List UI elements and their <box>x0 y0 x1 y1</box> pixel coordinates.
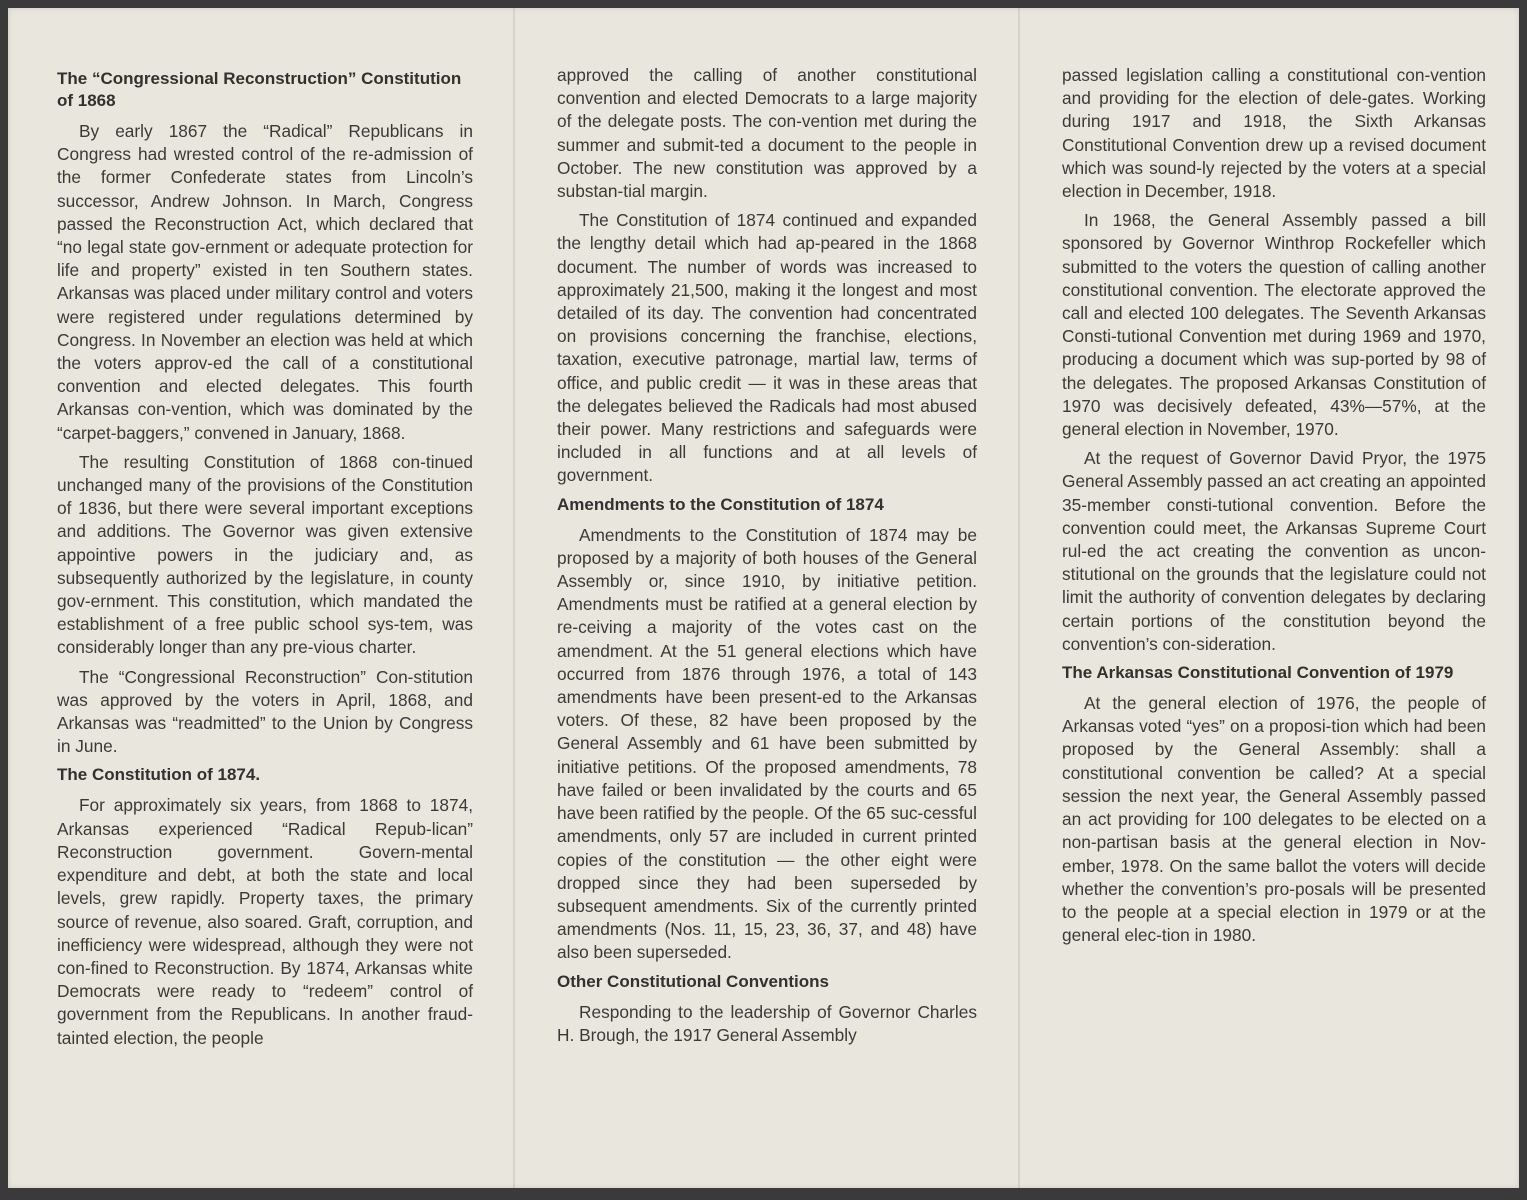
section-heading: Amendments to the Constitution of 1874 <box>557 494 884 514</box>
paragraph: For approximately six years, from 1868 to 1874, Arkansas experienced “Radical Repub-lican” Reconstruction government. Govern-mental expenditure and debt, at both the state and local levels, grew rapidly. Property taxes, the primary source of revenue, also soared. Graft, corruption, and inefficiency were widespread, although they were not con-fined to Reconstruction. By 1874, Arkansas white Democrats were ready to “redeem” control of government from the Republicans. In another fraud-tainted election, the people <box>57 795 473 1048</box>
paragraph: In 1968, the General Assembly passed a bill sponsored by Governor Winthrop Rockefeller which submitted to the voters the question of calling another constitutional convention. The electorate approved the call and elected 100 delegates. The Seventh Arkansas Consti-tutional Convention met during 1969 and 1970, producing a document which was sup-ported by 98 of the delegates. The proposed Arkansas Constitution of 1970 was decisively defeated, 43%—57%, at the general election in November, 1970. <box>1062 210 1486 440</box>
text-column-3 <box>1062 64 1486 953</box>
paragraph: By early 1867 the “Radical” Republicans in Congress had wrested control of the re-admission of the former Confederate states from Lincoln’s successor, Andrew Johnson. In March, Congress passed the Reconstruction Act, which declared that “no legal state gov-ernment or adequate protection for life and property” existed in ten Southern states. Arkansas was placed under military control and voters were registered under regulations determined by Congress. In November an election was held at which the voters approv-ed the call of a constitutional convention and elected delegates. This fourth Arkansas con-vention, which was dominated by the “carpet-baggers,” convened in January, 1868. <box>57 121 473 443</box>
paragraph-continued: approved the calling of another constitutional convention and elected Democrats to a large majority of the delegate posts. The con-vention met during the summer and submit-ted a document to the people in October. The new constitution was approved by a substan-tial margin. <box>557 65 977 202</box>
paragraph: Responding to the leadership of Governor Charles H. Brough, the 1917 General Assembly <box>557 1001 977 1045</box>
paragraph: The “Congressional Reconstruction” Con-stitution was approved by the voters in April, 1868, and Arkansas was “readmitted” to the Union by Congress in June. <box>57 666 473 757</box>
paragraph-continued: passed legislation calling a constitutional con-vention and providing for the election of dele-gates. Working during 1917 and 1918, the Sixth Arkansas Constitutional Convention drew up a revised document which was sound-ly rejected by the voters at a special election in December, 1918. <box>1062 65 1486 202</box>
document-page <box>8 8 1519 1188</box>
section-heading: The Arkansas Constitutional Convention of 1979 <box>1062 663 1454 683</box>
paragraph: The resulting Constitution of 1868 con-tinued unchanged many of the provisions of the Constitution of 1836, but there were several important exceptions and additions. The Governor was given extensive appointive powers in the judiciary and, as subsequently authorized by the legislature, in county gov-ernment. This constitution, which mandated the establishment of a free public school sys-tem, was considerably longer than any pre-vious charter. <box>57 451 473 658</box>
page-fold-left <box>513 8 515 1188</box>
section-heading: The Constitution of 1874. <box>57 765 261 785</box>
paragraph: At the general election of 1976, the people of Arkansas voted “yes” on a proposi-tion which had been proposed by the General Assembly: shall a constitutional convention be called? At a special session the next year, the General Assembly passed an act providing for 100 delegates to be elected on a non-partisan basis at the general election in Nov-ember, 1978. On the same ballot the voters will decide whether the convention’s pro-posals will be presented to the people at a special election in 1979 or at the general elec-tion in 1980. <box>1062 693 1486 946</box>
paragraph: At the request of Governor David Pryor, the 1975 General Assembly passed an act creating an appointed 35-member consti-tutional convention. Before the convention could meet, the Arkansas Supreme Court rul-ed the act creating the convention as uncon-stitutional on the grounds that the legislature could not limit the authority of convention delegates by declaring certain portions of the constitution beyond the convention’s con-sideration. <box>1062 448 1486 654</box>
paragraph: Amendments to the Constitution of 1874 may be proposed by a majority of both houses of the General Assembly or, since 1910, by initiative petition. Amendments must be ratified at a general election by re-ceiving a majority of the votes cast on the amendment. At the 51 general elections which have occurred from 1876 through 1976, a total of 143 amendments have been present-ed to the Arkansas voters. Of these, 82 have been proposed by the General Assembly and 61 have been submitted by initiative petitions. Of the proposed amendments, 78 have failed or been invalidated by the courts and 65 have been ratified by the people. Of the 65 suc-cessful amendments, only 57 are included in current printed copies of the constitution — the other eight were dropped since they had been superseded by subsequent amendments. Six of the currently printed amendments (Nos. 11, 15, 23, 36, 37, and 48) have also been superseded. <box>557 524 977 963</box>
section-heading: Other Constitutional Conventions <box>557 971 829 991</box>
paragraph: The Constitution of 1874 continued and expanded the lengthy detail which had ap-peared in the 1868 document. The number of words was increased to approximately 21,500, making it the longest and most detailed of its day. The convention had concentrated on provisions concerning the franchise, elections, taxation, executive patronage, martial law, terms of office, and public credit — it was in these areas that the delegates believed the Radicals had most abused their power. Many restrictions and safeguards were included in all functions and at all levels of government. <box>557 210 977 486</box>
text-column-2 <box>557 64 977 1053</box>
page-fold-right <box>1018 8 1020 1188</box>
section-heading: The “Congressional Reconstruction” Constitution of 1868 <box>57 69 462 110</box>
text-column-1 <box>57 64 473 1056</box>
